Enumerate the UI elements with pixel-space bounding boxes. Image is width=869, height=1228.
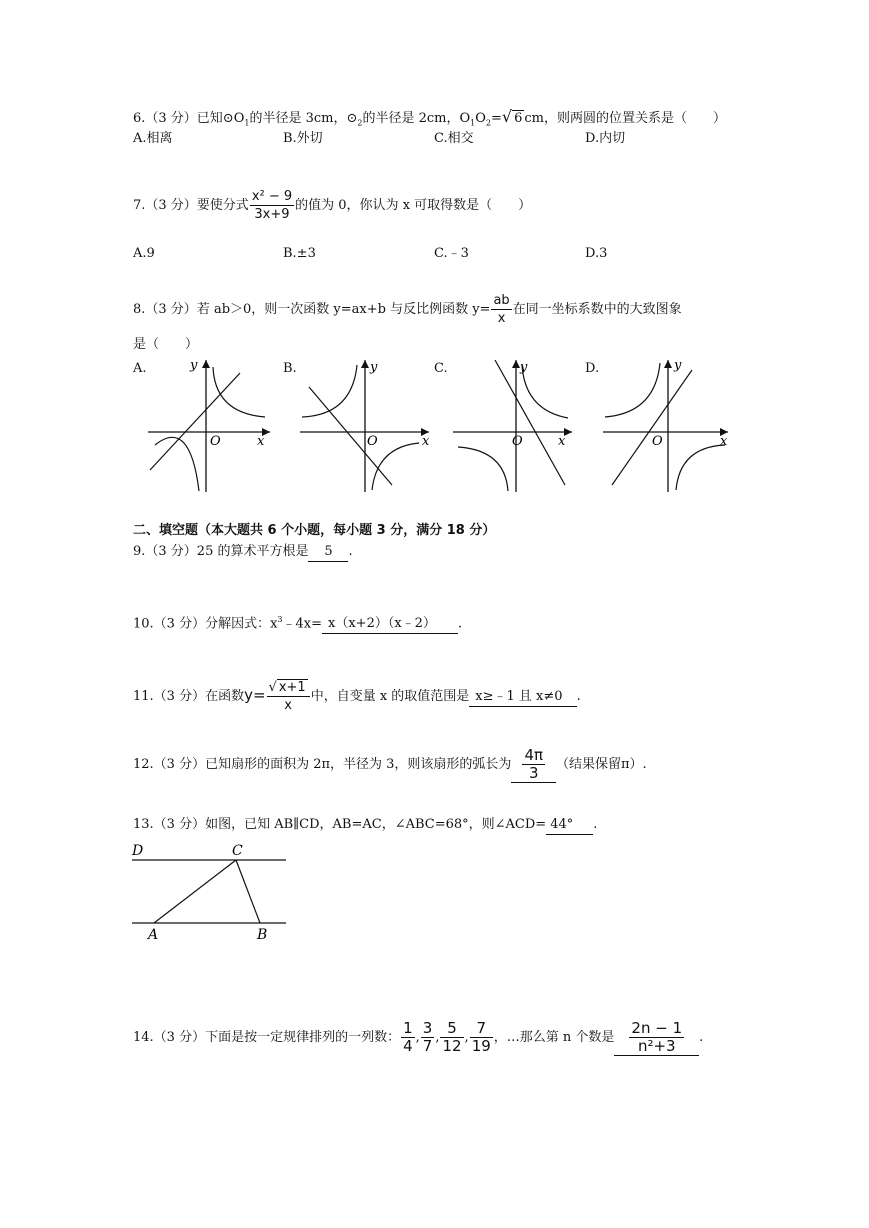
q6-stem-part: O [475, 111, 486, 126]
q8-graph-b [297, 355, 437, 495]
q14-denominator: 19 [471, 1037, 491, 1055]
q6-stem-part: cm，则两圆的位置关系是（ ） [524, 111, 726, 126]
q9-stem-part: 9.（3 分）25 的算术平方根是 [133, 544, 309, 559]
q6-option-a: A.相离 [133, 131, 173, 146]
q13-stem [133, 816, 597, 835]
q11-fraction [267, 679, 310, 714]
q11-stem [133, 679, 581, 714]
q10-stem-part: 10.（3 分）分解因式：x [133, 616, 278, 632]
q14-numerator: 5 [440, 1020, 463, 1038]
q13-figure [128, 840, 298, 950]
q8-option-b: B. [283, 361, 297, 376]
q6-sub: 1 [244, 118, 250, 128]
q9-answer: 5 [308, 543, 348, 562]
label-d: D [132, 843, 144, 859]
q7-option-d: D.3 [585, 246, 608, 261]
q14-answer [614, 1020, 699, 1056]
q10-stem-part: ﹣4x= [282, 616, 323, 632]
q14-separator: , [435, 1030, 440, 1045]
q8-option-c: C. [434, 361, 448, 376]
q7-stem-part: 7.（3 分）要使分式 [133, 198, 249, 213]
q11-denominator: x [284, 698, 292, 713]
q8-option-a: A. [133, 361, 147, 376]
q14-numerator: 1 [403, 1019, 413, 1037]
q14-answer-denominator: n²+3 [637, 1037, 676, 1055]
q9-end: . [348, 544, 353, 559]
q7-option-c: C.﹣3 [434, 246, 469, 261]
q14-fraction-1 [401, 1020, 415, 1055]
q8-numerator: ab [493, 293, 510, 308]
q10-sup: 3 [277, 615, 283, 624]
q6-sub: 2 [485, 118, 491, 128]
q11-stem-part: 11.（3 分）在函数 [133, 689, 245, 704]
label-b: B [257, 927, 268, 943]
q11-answer: x≥﹣1 且 x≠0 [469, 688, 576, 707]
axis-y-label: y [674, 358, 682, 373]
q7-stem [133, 188, 531, 223]
q14-fraction-2 [421, 1020, 435, 1055]
q14-denominator: 4 [403, 1037, 413, 1055]
q14-stem-part: 14.（3 分）下面是按一定规律排列的一列数： [133, 1030, 401, 1045]
q14-fraction-3 [440, 1020, 463, 1055]
q14-denominator: 12 [442, 1037, 462, 1055]
q10-stem [133, 611, 462, 634]
q14-separator: , [464, 1030, 469, 1045]
q7-fraction [250, 188, 294, 223]
q6-radicand: 6 [514, 111, 523, 126]
q8-option-d: D. [585, 361, 600, 376]
origin-label: O [367, 434, 378, 449]
axis-y-label: y [370, 360, 378, 375]
q6-stem [133, 108, 726, 133]
q14-answer-numerator: 2n − 1 [631, 1019, 683, 1037]
q13-answer: 44° [546, 816, 593, 835]
axis-x-label: x [422, 434, 430, 449]
q8-denominator: x [497, 311, 506, 326]
q10-end: . [457, 616, 463, 632]
axis-x-label: x [257, 434, 265, 449]
q14-separator: , [415, 1030, 420, 1045]
q6-sub: 2 [357, 118, 363, 128]
q14-numerator: 3 [422, 1019, 433, 1037]
q8-stem-cont: 是（ ） [133, 337, 199, 352]
q6-stem-part: 6.（3 分）已知⊙O [133, 111, 245, 126]
q11-end: . [576, 689, 581, 704]
q13-stem-part: 13.（3 分）如图，已知 AB∥CD，AB=AC，∠ABC=68°，则∠ACD= [133, 817, 547, 832]
q13-end: . [593, 817, 598, 832]
q11-numerator [267, 679, 310, 697]
q8-stem-part: 在同一坐标系数中的大致图象 [512, 302, 682, 317]
q7-denominator: 3x+9 [254, 207, 290, 222]
q14-stem [133, 1020, 703, 1056]
q9-stem [133, 543, 353, 562]
q6-stem-part: 的半径是 2cm，O [362, 111, 471, 126]
q8-fraction [491, 292, 511, 327]
q12-fraction [522, 747, 545, 782]
q12-answer [511, 747, 556, 783]
q6-stem-part: = [490, 111, 502, 126]
section-title: 二、填空题（本大题共 6 个小题，每小题 3 分，满分 18 分） [133, 523, 496, 538]
origin-label: O [512, 434, 523, 449]
q6-stem-part: 的半径是 3cm，⊙ [249, 111, 358, 126]
q6-sub: 1 [470, 118, 476, 128]
q6-option-b: B.外切 [283, 131, 323, 146]
q7-stem-part: 的值为 0，你认为 x 可取得数是（ ） [295, 198, 532, 213]
q14-stem-part: ，…那么第 n 个数是 [493, 1030, 615, 1045]
axis-y-label: y [190, 358, 198, 373]
q11-y: y= [244, 686, 266, 704]
q8-graph-d [600, 355, 735, 495]
q10-answer: x（x+2）（x﹣2） [322, 615, 458, 634]
q14-fraction-4 [470, 1020, 493, 1055]
q7-numerator: x² − 9 [251, 189, 293, 204]
origin-label: O [210, 434, 221, 449]
sqrt-symbol: √ [268, 680, 277, 695]
label-c: C [232, 843, 243, 859]
q14-numerator: 7 [470, 1020, 493, 1038]
q14-denominator: 7 [422, 1037, 433, 1055]
q14-answer-fraction [629, 1020, 684, 1055]
axis-y-label: y [520, 360, 528, 375]
q12-denominator: 3 [528, 764, 539, 782]
q6-option-d: D.内切 [585, 131, 626, 146]
q7-option-b: B.±3 [283, 246, 316, 261]
q12-stem-part: （结果保留π）. [556, 757, 647, 772]
q11-stem-part: 中，自变量 x 的取值范围是 [310, 689, 470, 704]
label-a: A [148, 927, 159, 943]
sqrt-symbol: √ [501, 107, 513, 126]
q6-option-c: C.相交 [434, 131, 474, 146]
q14-end: . [699, 1030, 704, 1045]
q12-stem [133, 747, 647, 783]
q12-numerator: 4π [524, 746, 544, 764]
q12-stem-part: 12.（3 分）已知扇形的面积为 2π，半径为 3，则该扇形的弧长为 [133, 757, 512, 772]
q8-graph-a [145, 355, 275, 495]
axis-x-label: x [720, 434, 728, 449]
q11-radicand: x+1 [278, 680, 306, 695]
q7-option-a: A.9 [133, 246, 155, 261]
q8-stem-part: 8.（3 分）若 ab＞0，则一次函数 y=ax+b 与反比例函数 y= [133, 302, 491, 317]
origin-label: O [652, 434, 663, 449]
q8-stem [133, 292, 682, 327]
axis-x-label: x [558, 434, 566, 449]
q8-graph-c [450, 355, 580, 495]
